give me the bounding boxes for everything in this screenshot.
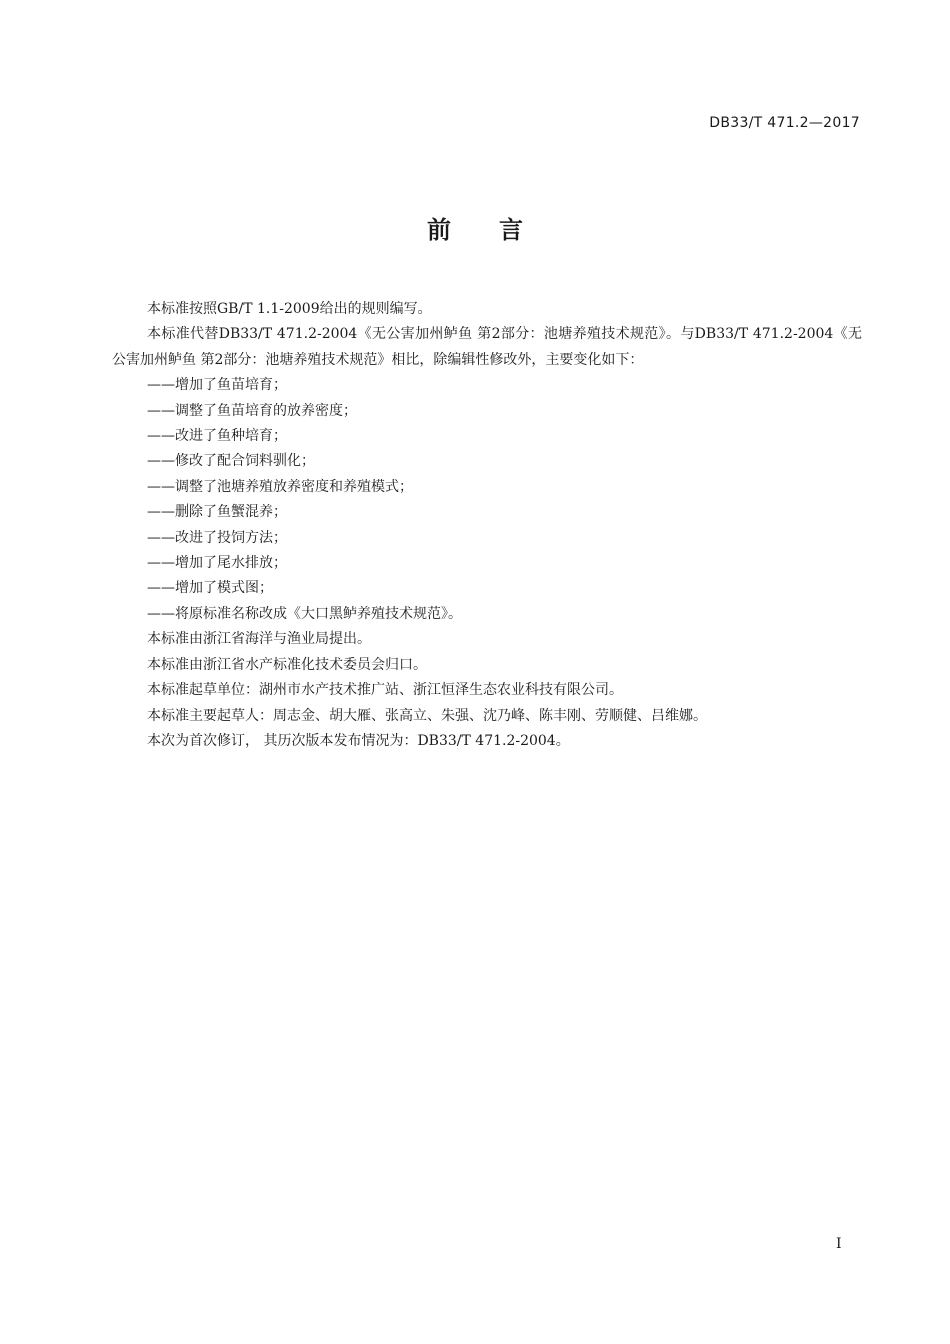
page-number: I — [836, 1236, 842, 1252]
page-title: 前言 — [427, 216, 571, 244]
paragraph-drafting-units: 本标准起草单位：湖州市水产技术推广站、浙江恒泽生态农业科技有限公司。 — [147, 682, 623, 699]
change-item: ——删除了鱼蟹混养； — [147, 504, 287, 521]
change-item: ——增加了尾水排放； — [147, 555, 287, 572]
change-item: ——将原标准名称改成《大口黑鲈养殖技术规范》。 — [147, 605, 462, 622]
paragraph-revision-history: 本次为首次修订， 其历次版本发布情况为：DB33/T 471.2-2004。 — [147, 732, 570, 749]
change-item: ——调整了池塘养殖放养密度和养殖模式； — [147, 478, 413, 495]
paragraph-administrator: 本标准由浙江省水产标准化技术委员会归口。 — [147, 656, 427, 673]
paragraph-proposer: 本标准由浙江省海洋与渔业局提出。 — [147, 631, 371, 648]
paragraph-main-drafters: 本标准主要起草人：周志金、胡大雁、张高立、朱强、沈乃峰、陈丰刚、劳顺健、吕维娜。 — [147, 707, 707, 724]
standard-code: DB33/T 471.2—2017 — [709, 115, 860, 131]
change-item: ——增加了鱼苗培育； — [147, 377, 287, 394]
change-item: ——改进了鱼种培育； — [147, 428, 287, 445]
change-item: ——增加了模式图； — [147, 580, 273, 597]
paragraph-replacement-notice: 本标准代替DB33/T 471.2-2004《无公害加州鲈鱼 第2部分：池塘养殖技术规范》。与DB33/T 471.2-2004《无公害加州鲈鱼 第2部分：池塘养殖技术规范》相比，除编辑性修改外，主要变化如下： — [112, 326, 862, 368]
change-item: ——调整了鱼苗培育的放养密度； — [147, 402, 357, 419]
paragraph-drafting-rules: 本标准按照GB/T 1.1-2009给出的规则编写。 — [147, 301, 432, 317]
foreword-body — [112, 297, 862, 754]
change-item: ——修改了配合饲料驯化； — [147, 453, 315, 470]
change-item: ——改进了投饲方法； — [147, 529, 287, 546]
